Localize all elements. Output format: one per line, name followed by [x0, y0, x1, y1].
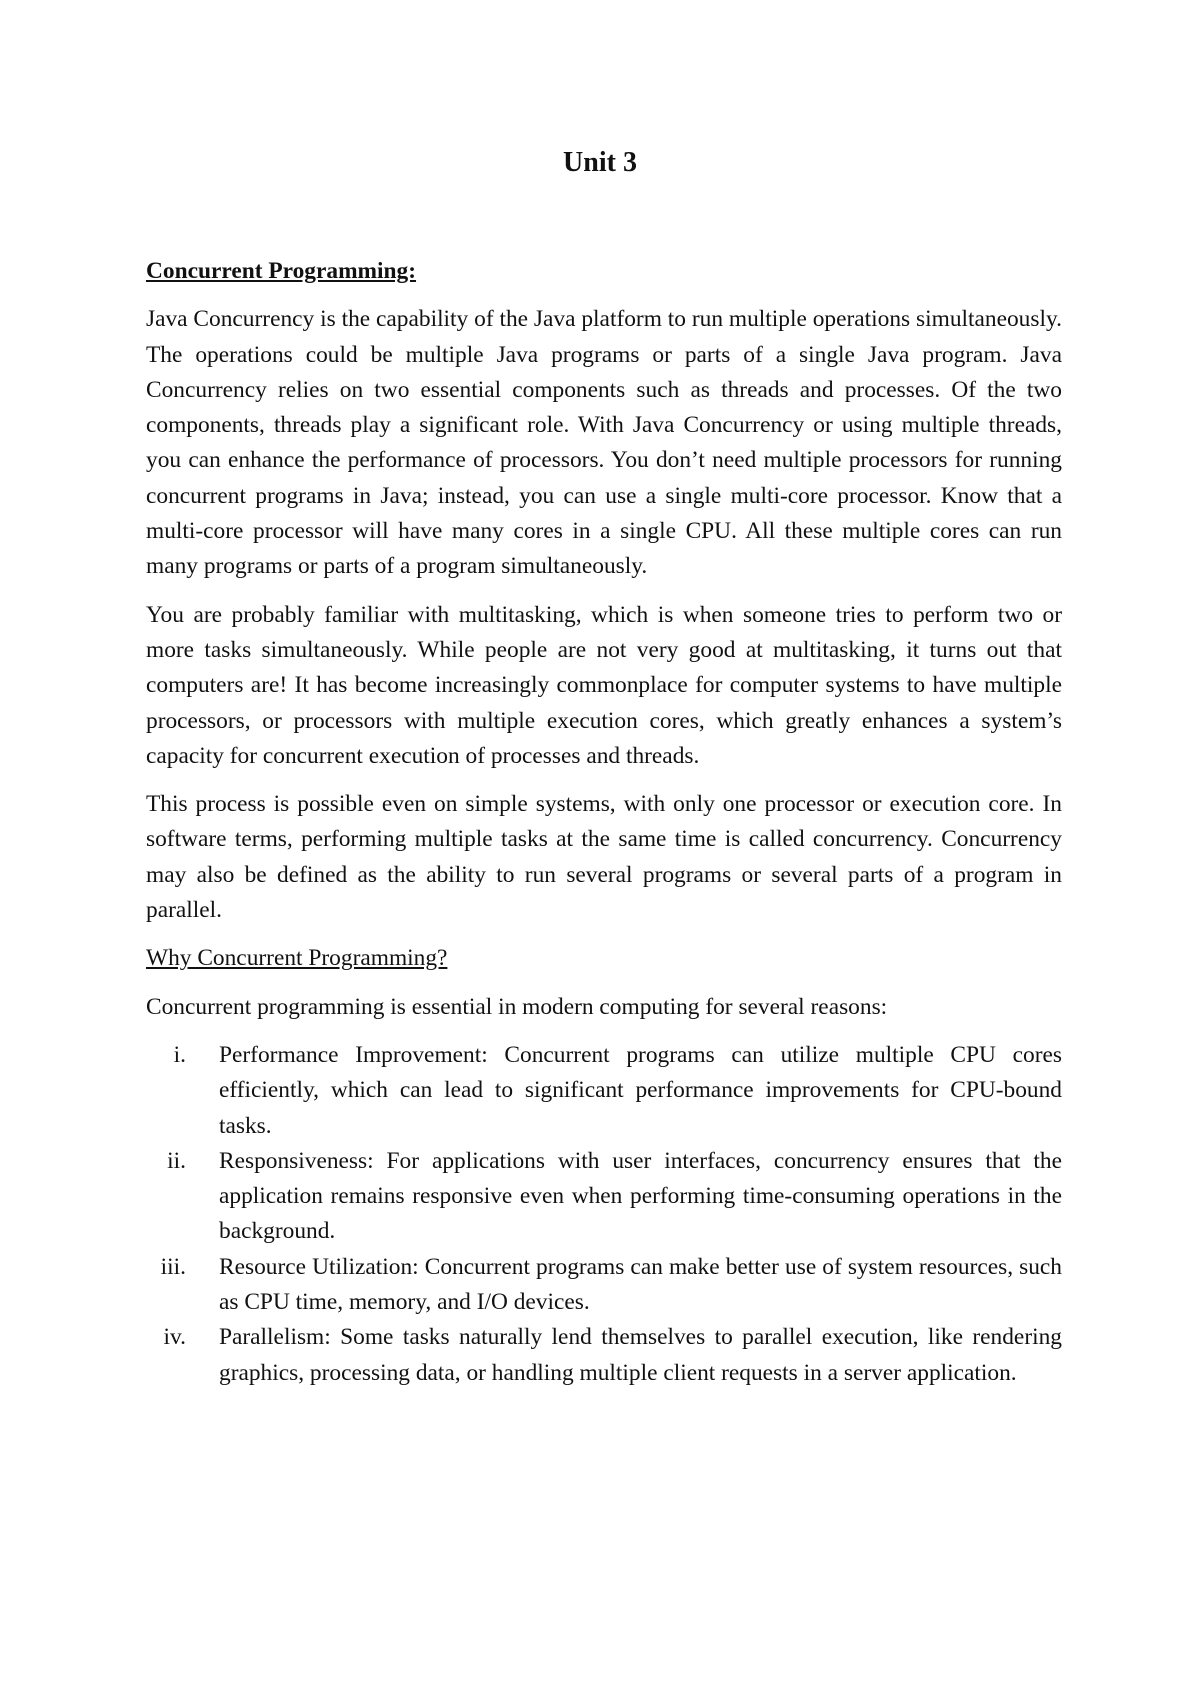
page-title: Unit 3: [563, 147, 637, 178]
paragraph-2: You are probably familiar with multitasking, which is when someone tries to perform two or more tasks simultaneously. While people are not very good at multitasking, it turns out that computers are! It has become increasingly commonplace for computer systems to have multiple processors, or processors with multiple execution cores, which greatly enhances a system’s capacity for concurrent execution of processes and threads.: [146, 601, 1062, 769]
list-item: [146, 1250, 1062, 1321]
list-item-text: Parallelism: Some tasks naturally lend themselves to parallel execution, like rendering graphics, processing data, or handling multiple client requests in a server application.: [219, 1324, 1062, 1386]
list-item-text: Performance Improvement: Concurrent programs can utilize multiple CPU cores efficiently, which can lead to significant performance improvements for CPU-bound tasks.: [219, 1041, 1062, 1139]
section-heading: Concurrent Programming:: [146, 258, 417, 284]
subsection-heading: Why Concurrent Programming?: [146, 945, 448, 972]
list-item: [146, 1144, 1062, 1250]
reasons-list: [146, 1038, 1062, 1391]
list-number: iv.: [163, 1324, 186, 1351]
paragraph-1: Java Concurrency is the capability of the Java platform to run multiple operations simultaneously. The operations could be multiple Java programs or parts of a single Java program. Java Concurrency relies on two essential components such as threads and processes. Of the two components, threads play a significant role. With Java Concurrency or using multiple threads, you can enhance the performance of processors. You don’t need multiple processors for running concurrent programs in Java; instead, you can use a single multi-core processor. Know that a multi-core processor will have many cores in a single CPU. All these multiple cores can run many programs or parts of a program simultaneously.: [146, 306, 1062, 580]
document-body: [146, 254, 1062, 1391]
list-number: iii.: [160, 1253, 186, 1280]
list-item: [146, 1320, 1062, 1391]
list-item-text: Resource Utilization: Concurrent programs can make better use of system resources, such as CPU time, memory, and I/O devices.: [219, 1253, 1062, 1316]
list-number: i.: [173, 1041, 186, 1068]
list-item-text: Responsiveness: For applications with user interfaces, concurrency ensures that the application remains responsive even when performing time-consuming operations in the background.: [219, 1147, 1062, 1245]
list-item: [146, 1038, 1062, 1144]
paragraph-3: This process is possible even on simple systems, with only one processor or execution core. In software terms, performing multiple tasks at the same time is called concurrency. Concurrency may also be defined as the ability to run several programs or several parts of a program in parallel.: [146, 791, 1062, 924]
intro-paragraph: Concurrent programming is essential in modern computing for several reasons:: [146, 993, 888, 1020]
list-number: ii.: [167, 1147, 186, 1174]
